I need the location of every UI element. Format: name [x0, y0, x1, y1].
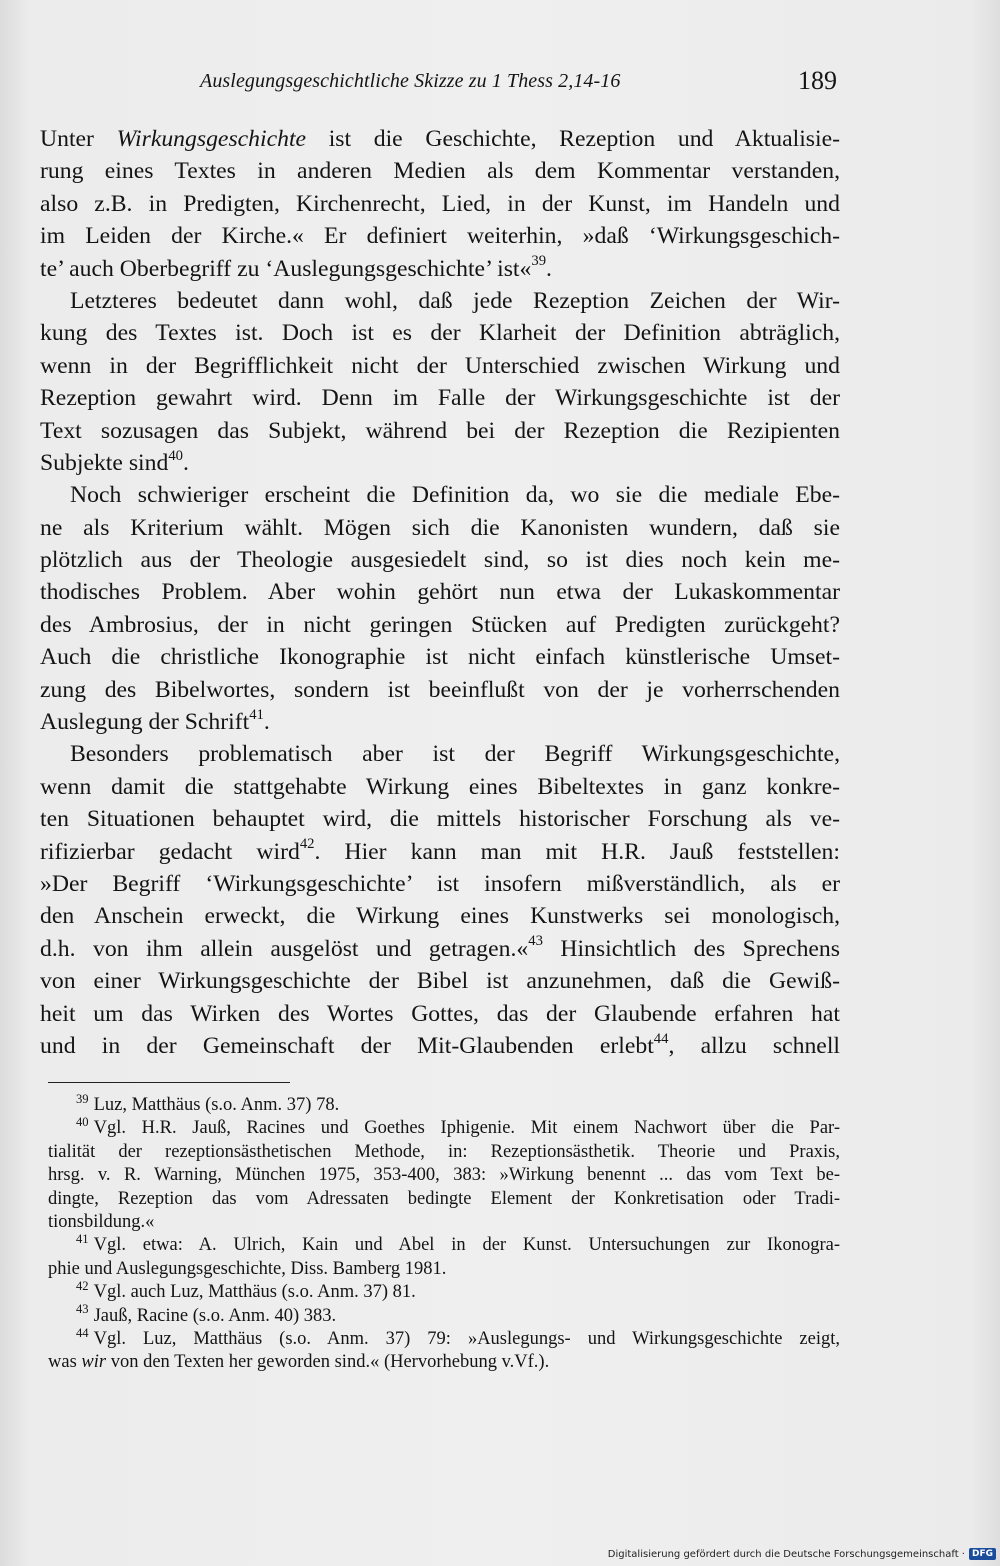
text-line: Rezeption gewahrt wird. Denn im Falle der Wirkungsgeschichte ist der [40, 385, 840, 412]
text-line: Auslegung der Schrift$^{41}$. [40, 706, 270, 736]
emphasis: Wirkungsgeschichte [116, 126, 307, 152]
text-line: und in der Gemeinschaft der Mit-Glaubenden erlebt$^{44}$, allzu schnell [40, 1030, 840, 1059]
footnote-41: $^{41}$ Vgl. etwa: A. Ulrich, Kain und Abel in der Kunst. Untersuchungen zur Ikonogra- phie und Auslegungsgeschichte, Diss. Bamberg 1981. [48, 1234, 840, 1281]
text-line: im Leiden der Kirche.« Er definiert weiterhin, »daß ‘Wirkungsgeschich- [40, 223, 840, 250]
footnote-ref-39: 39 [531, 253, 547, 270]
paragraph-2 [40, 285, 840, 479]
dfg-logo-icon: DFG [969, 1548, 996, 1560]
text-line: d.h. von ihm allein ausgelöst und getragen.«$^{43}$ Hinsichtlich des Sprechens [40, 933, 840, 962]
footnote-line: hrsg. v. R. Warning, München 1975, 353-400, 383: »Wirkung benennt ... das vom Text be- [48, 1165, 840, 1186]
text-line: rifizierbar gedacht wird$^{42}$. Hier kann man mit H.R. Jauß feststellen: [40, 836, 840, 865]
footnote-line: was wir von den Texten her geworden sind.« (Hervorhebung v.Vf.). [48, 1352, 550, 1373]
text-line: te’ auch Oberbegriff zu ‘Auslegungsgeschichte’ ist«$^{39}$. [40, 253, 552, 282]
footnote-ref-41: 41 [249, 706, 264, 723]
footnote-separator [48, 1082, 290, 1083]
credit-text: Digitalisierung gefördert durch die Deutsche Forschungsgemeinschaft · [607, 1548, 965, 1560]
paragraph-3 [40, 479, 840, 738]
running-head: Auslegungsgeschichtliche Skizze zu 1 Thess 2,14-16 [200, 70, 621, 92]
text-line: plötzlich aus der Theologie ausgesiedelt sind, so ist dies noch kein me- [40, 547, 840, 574]
footnote-42: $^{42}$ Vgl. auch Luz, Matthäus (s.o. Anm. 37) 81. [76, 1278, 416, 1303]
text-line: den Anschein erweckt, die Wirkung eines Kunstwerks sei monologisch, [40, 903, 840, 930]
footnote-number: 44 [76, 1325, 89, 1340]
footnote-number: 41 [76, 1232, 89, 1247]
emphasis: wir [81, 1352, 107, 1373]
text-line: wenn damit die stattgehabte Wirkung eines Bibeltextes in ganz konkre- [40, 773, 840, 800]
text-line: Letzteres bedeutet dann wohl, daß jede Rezeption Zeichen der Wir- [70, 287, 840, 314]
text-line: zung des Bibelwortes, sondern ist beeinflußt von der je vorherrschenden [40, 676, 840, 703]
text-line: ten Situationen behauptet wird, die mittels historischer Forschung als ve- [40, 806, 840, 833]
text-line: ne als Kriterium wählt. Mögen sich die Kanonisten wundern, daß sie [40, 514, 840, 541]
body-text [40, 123, 840, 1062]
text-line: rung eines Textes in anderen Medien als dem Kommentar verstanden, [40, 158, 840, 185]
footnote-44: $^{44}$ Vgl. Luz, Matthäus (s.o. Anm. 37) 79: »Auslegungs- und Wirkungsgeschichte zeigt, was wir von den Texten her geworden sind.« (Hervorhebung v.Vf.). [48, 1328, 840, 1375]
footnote-number: 40 [76, 1115, 89, 1130]
footnote-39: $^{39}$ Luz, Matthäus (s.o. Anm. 37) 78. [76, 1091, 340, 1115]
text-line: des Ambrosius, der in nicht geringen Stücken auf Predigten zurückgeht? [40, 611, 840, 638]
footnote-ref-43: 43 [528, 933, 543, 950]
text-line: Auch die christliche Ikonographie ist nicht einfach künstlerische Umset- [40, 644, 840, 671]
page-number: 189 [798, 66, 837, 95]
text-line: thodisches Problem. Aber wohin gehört nun etwa der Lukaskommentar [40, 579, 840, 606]
digitization-credit [608, 1548, 996, 1560]
text-line: Besonders problematisch aber ist der Begriff Wirkungsgeschichte, [70, 741, 840, 768]
footnote-ref-40: 40 [168, 447, 183, 464]
paragraph-4 [40, 738, 840, 1062]
footnote-43: $^{43}$ Jauß, Racine (s.o. Anm. 40) 383. [76, 1302, 337, 1326]
footnote-line: dingte, Rezeption das vom Adressaten bedingte Element der Konkretisation oder Tradi- [48, 1188, 840, 1209]
footnote-number: 42 [76, 1278, 89, 1293]
footnote-line: phie und Auslegungsgeschichte, Diss. Bamberg 1981. [48, 1258, 447, 1279]
footnote-line: tialität der rezeptionsästhetischen Methode, in: Rezeptionsästhetik. Theorie und Praxis, [48, 1141, 840, 1162]
text-line: Unter Wirkungsgeschichte ist die Geschichte, Rezeption und Aktualisie- [40, 126, 840, 152]
footnote-number: 43 [76, 1302, 89, 1317]
text-line: Text sozusagen das Subjekt, während bei der Rezeption die Rezipienten [40, 417, 840, 444]
text-line: Noch schwieriger erscheint die Definition da, wo sie die mediale Ebe- [70, 482, 840, 509]
footnote-ref-44: 44 [653, 1030, 669, 1047]
text-line: kung des Textes ist. Doch ist es der Klarheit der Definition abträglich, [40, 320, 840, 347]
paragraph-1 [40, 123, 840, 285]
text-line: also z.B. in Predigten, Kirchenrecht, Lied, in der Kunst, im Handeln und [40, 190, 840, 217]
text-line: heit um das Wirken des Wortes Gottes, das der Glaubende erfahren hat [40, 1000, 840, 1027]
text-line: wenn in der Begrifflichkeit nicht der Unterschied zwischen Wirkung und [40, 352, 840, 379]
footnotes [48, 1091, 840, 1375]
footnote-40: $^{40}$ Vgl. H.R. Jauß, Racines und Goethes Iphigenie. Mit einem Nachwort über die Par- tialität der rezeptionsästhetischen Methode, in: Rezeptionsästhetik. Theorie und Praxis, hrsg. v. R. Warning, München 1975, 353-400, 383: »Wirkung benennt ... das vom Text be- dingte, Rezeption das vom Adressaten bedingte Element der Konkretisation oder Tradi- tionsbildung.« [48, 1117, 840, 1234]
text-line: Subjekte sind$^{40}$. [40, 447, 189, 476]
text-line: von einer Wirkungsgeschichte der Bibel ist anzunehmen, daß die Gewiß- [40, 968, 840, 995]
footnote-number: 39 [76, 1091, 89, 1106]
footnote-line: tionsbildung.« [48, 1211, 155, 1232]
footnote-ref-42: 42 [299, 836, 315, 853]
text-line: »Der Begriff ‘Wirkungsgeschichte’ ist insofern mißverständlich, als er [40, 870, 840, 897]
